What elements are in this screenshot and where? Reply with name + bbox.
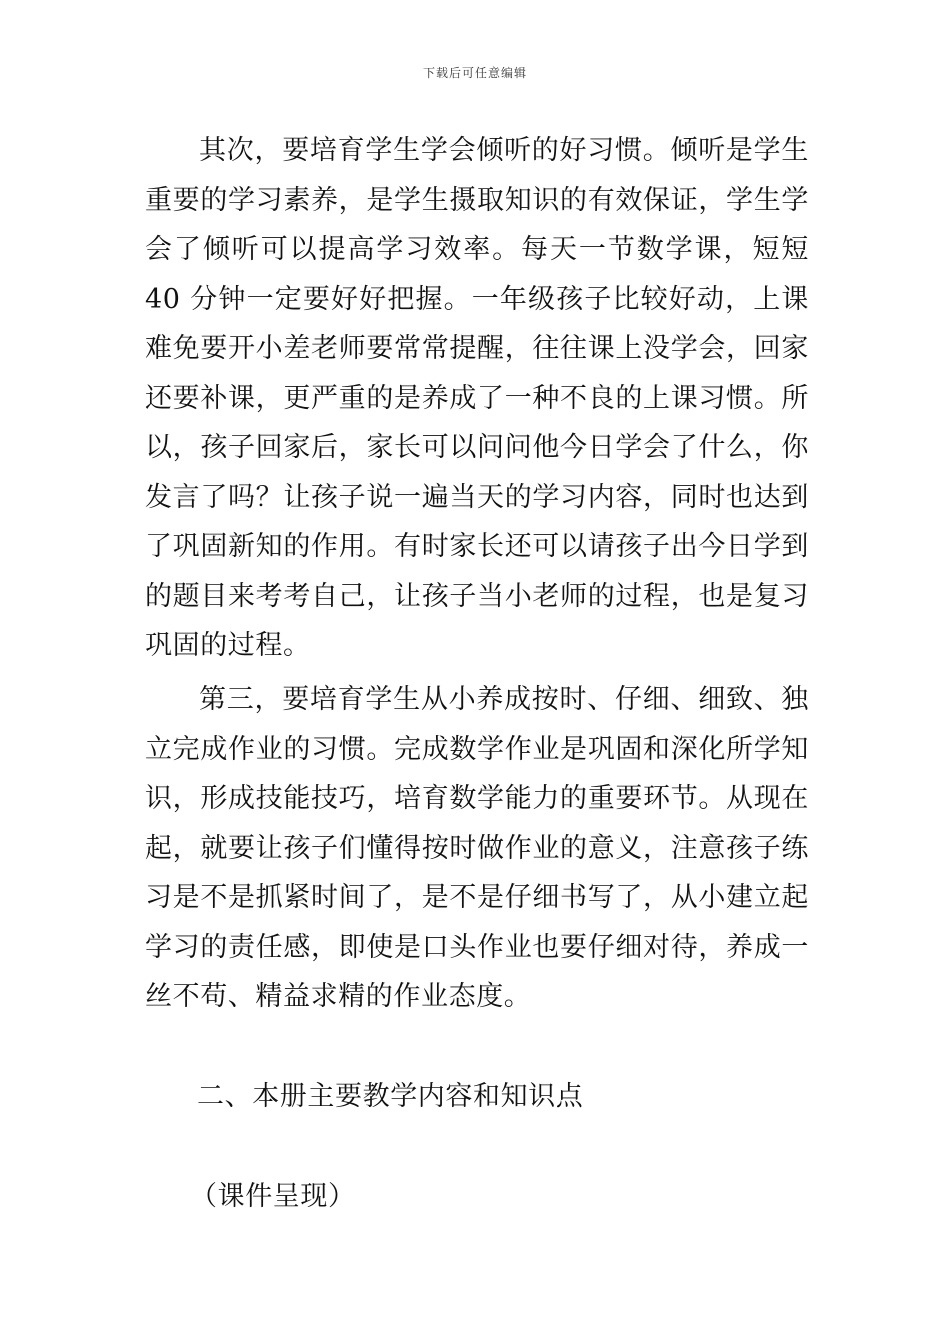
courseware-note: （课件呈现） <box>190 1181 356 1212</box>
header-note: 下载后可任意编辑 <box>422 66 527 80</box>
paragraph-homework-habit: 第三，要培育学生从小养成按时、仔细、细致、独立完成作业的习惯。完成数学作业是巩固和深化所学知识，形成技能技巧，培育数学能力的重要环节。从现在起，就要让孩子们懂得按时做作业的意义，注意孩子练习是不是抓紧时间了，是不是仔细书写了，从小建立起学习的责任感，即使是口头作业也要仔细对待，养成一丝不苟、精益求精的作业态度。 <box>145 684 809 1012</box>
paragraph-listening-habit: 其次，要培育学生学会倾听的好习惯。倾听是学生重要的学习素养，是学生摄取知识的有效保证，学生学会了倾听可以提高学习效率。每天一节数学课，短短 40 分钟一定要好好把握。一年级孩子比较好动，上课难免要开小差老师要常常提醒，往往课上没学会，回家还要补课，更严重的是养成了一种不良的上课习惯。所以，孩子回家后，家长可以问问他今日学会了什么，你发言了吗？让孩子说一遍当天的学习内容，同时也达到了巩固新知的作用。有时家长还可以请孩子出今日学到的题目来考考自己，让孩子当小老师的过程，也是复习巩固的过程。 <box>145 135 809 661</box>
section-heading: 二、本册主要教学内容和知识点 <box>197 1081 584 1112</box>
